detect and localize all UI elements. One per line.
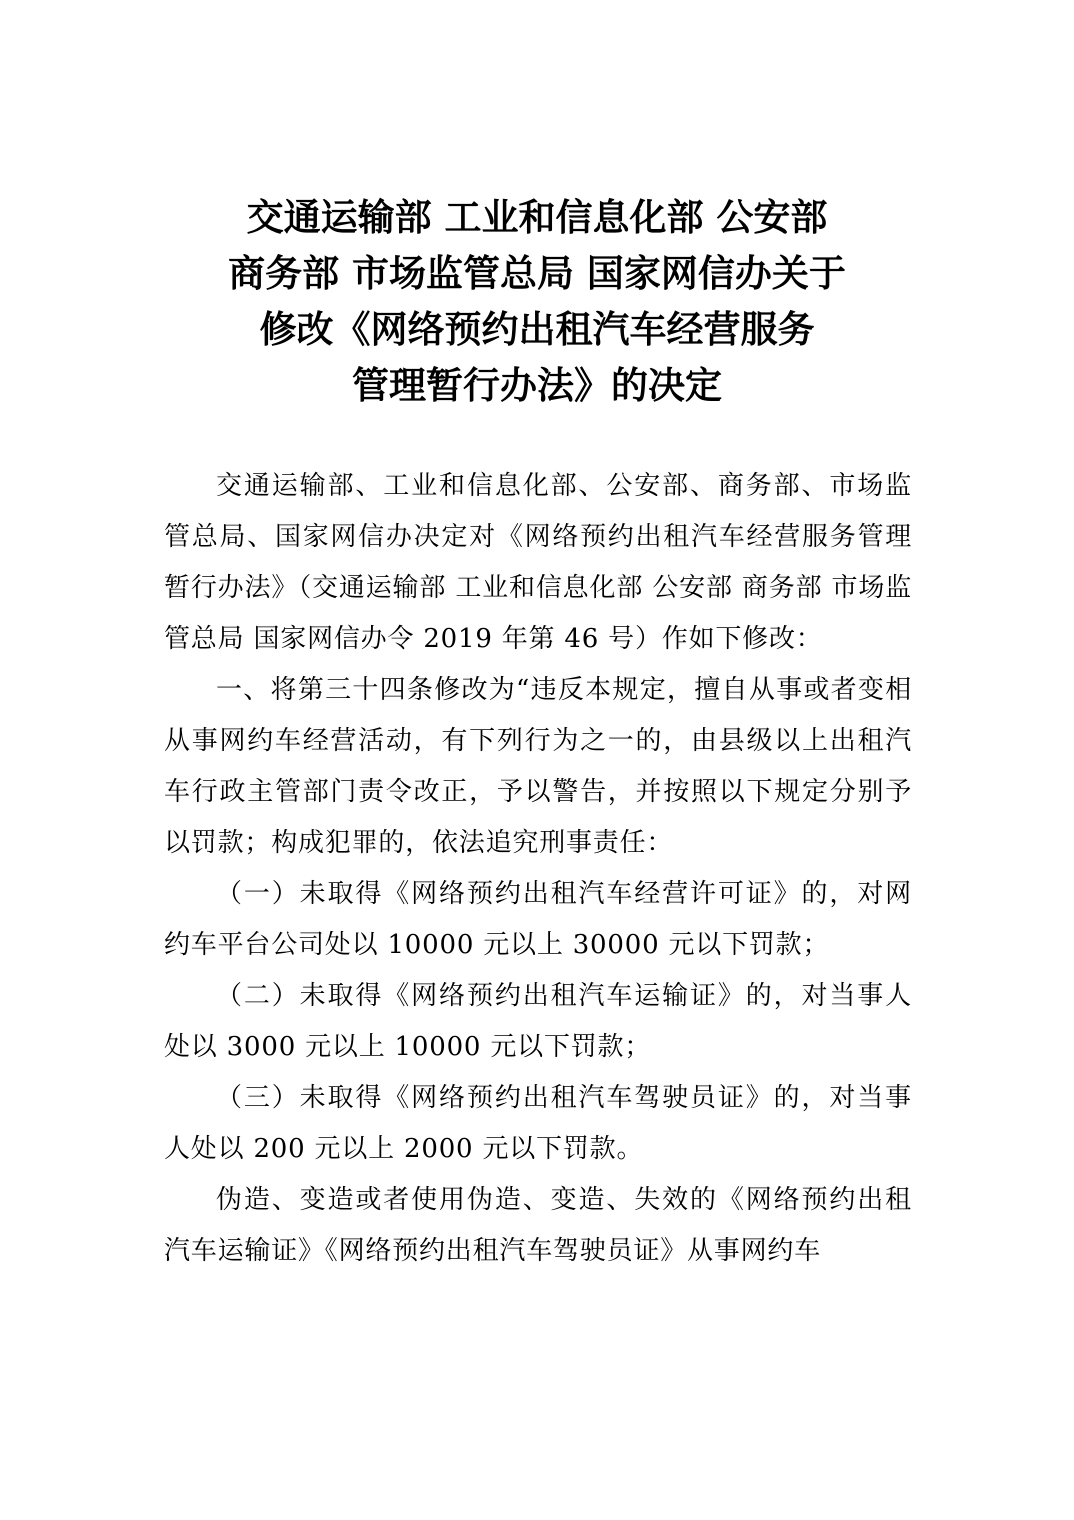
title-line-2: 商务部 市场监管总局 国家网信办关于 [228,252,846,295]
title-line-4: 管理暂行办法》的决定 [352,364,722,407]
paragraph-item-1: （一）未取得《网络预约出租汽车经营许可证》的，对网约车平台公司处以 10000 元以上 30000 元以下罚款； [164,879,912,960]
title-line-3: 修改《网络预约出租汽车经营服务 [259,308,815,351]
paragraph-forgery: 伪造、变造或者使用伪造、变造、失效的《网络预约出租汽车运输证》《网络预约出租汽车驾驶员证》从事网约车 [164,1185,912,1266]
paragraph-intro: 交通运输部、工业和信息化部、公安部、商务部、市场监管总局、国家网信办决定对《网络预约出租汽车经营服务管理暂行办法》（交通运输部 工业和信息化部 公安部 商务部 市场监管总局 国家网信办令 2019 年第 46 号）作如下修改： [164,471,912,654]
document-body [164,461,912,1277]
paragraph-item-3: （三）未取得《网络预约出租汽车驾驶员证》的，对当事人处以 200 元以上 2000 元以下罚款。 [164,1083,912,1164]
paragraph-item-2: （二）未取得《网络预约出租汽车运输证》的，对当事人处以 3000 元以上 10000 元以下罚款； [164,981,912,1062]
paragraph-article-34: 一、将第三十四条修改为“违反本规定，擅自从事或者变相从事网约车经营活动，有下列行为之一的，由县级以上出租汽车行政主管部门责令改正，予以警告，并按照以下规定分别予以罚款；构成犯罪的，依法追究刑事责任： [164,675,912,858]
title-line-1: 交通运输部 工业和信息化部 公安部 [246,196,828,239]
document-title [120,190,954,414]
